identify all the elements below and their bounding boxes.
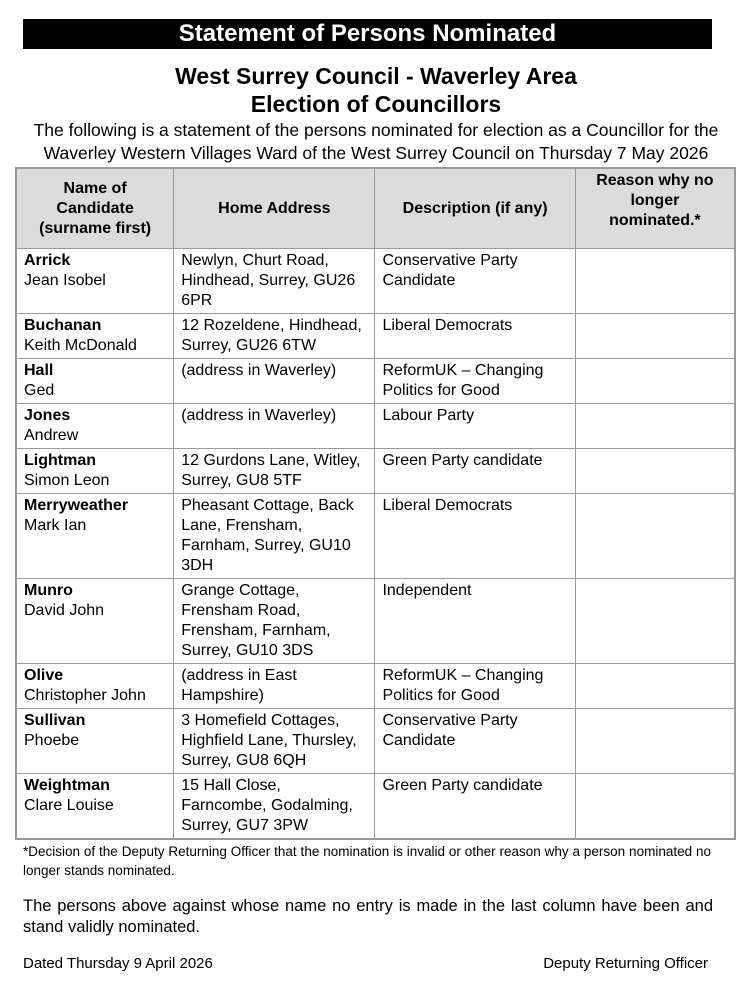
reason (575, 774, 735, 840)
candidate-name (16, 709, 174, 774)
candidate-surname: Jones (24, 407, 71, 424)
banner-title: Statement of Persons Nominated (23, 19, 712, 49)
candidate-surname: Arrick (24, 252, 71, 269)
header-name: Name of Candidate (surname first) (16, 168, 174, 249)
header-description: Description (if any) (375, 168, 575, 249)
header-address: Home Address (174, 168, 375, 249)
candidate-name (16, 664, 174, 709)
table-row (16, 774, 735, 840)
home-address: Grange Cottage, Frensham Road, Frensham, Farnham, Surrey, GU10 3DS (174, 579, 375, 664)
candidate-forenames: Christopher John (24, 687, 146, 704)
candidate-surname: Olive (24, 667, 64, 684)
candidate-name (16, 449, 174, 494)
footnote: *Decision of the Deputy Returning Officer that the nomination is invalid or other reason why a person nominated no longer stands nominated. (23, 844, 711, 878)
table-row (16, 579, 735, 664)
description: Conservative Party Candidate (375, 709, 575, 774)
reason (575, 359, 735, 404)
signatory: Deputy Returning Officer (543, 955, 708, 972)
home-address: 12 Rozeldene, Hindhead, Surrey, GU26 6TW (174, 314, 375, 359)
home-address: (address in East Hampshire) (174, 664, 375, 709)
description: Labour Party (375, 404, 575, 449)
reason (575, 579, 735, 664)
candidate-forenames: Keith McDonald (24, 337, 137, 354)
candidate-surname: Weightman (24, 777, 110, 794)
reason (575, 664, 735, 709)
candidate-forenames: Simon Leon (24, 472, 110, 489)
description: ReformUK – Changing Politics for Good (375, 664, 575, 709)
candidate-surname: Sullivan (24, 712, 86, 729)
candidate-name (16, 359, 174, 404)
candidate-forenames: David John (24, 602, 105, 619)
intro-text: The following is a statement of the persons nominated for election as a Councillor for the Waverley Western Villages Ward of the West Surrey Council on Thursday 7 May 2026 (33, 120, 719, 163)
candidate-surname: Hall (24, 362, 54, 379)
dated-text: Dated Thursday 9 April 2026 (23, 955, 213, 972)
home-address: (address in Waverley) (174, 359, 375, 404)
table-row (16, 494, 735, 579)
council-title: West Surrey Council - Waverley Area (175, 63, 577, 89)
candidate-forenames: Andrew (24, 427, 79, 444)
candidate-name (16, 404, 174, 449)
candidate-surname: Munro (24, 582, 73, 599)
reason (575, 249, 735, 314)
table-row (16, 709, 735, 774)
home-address: Newlyn, Churt Road, Hindhead, Surrey, GU26 6PR (174, 249, 375, 314)
reason (575, 494, 735, 579)
description: Green Party candidate (375, 449, 575, 494)
reason (575, 709, 735, 774)
candidate-forenames: Jean Isobel (24, 272, 106, 289)
description: Conservative Party Candidate (375, 249, 575, 314)
candidate-forenames: Phoebe (24, 732, 80, 749)
description: Independent (375, 579, 575, 664)
home-address: 15 Hall Close, Farncombe, Godalming, Surrey, GU7 3PW (174, 774, 375, 840)
table-row (16, 449, 735, 494)
candidate-surname: Buchanan (24, 317, 102, 334)
home-address: (address in Waverley) (174, 404, 375, 449)
table-row (16, 404, 735, 449)
home-address: Pheasant Cottage, Back Lane, Frensham, Farnham, Surrey, GU10 3DH (174, 494, 375, 579)
description: Liberal Democrats (375, 494, 575, 579)
table-row (16, 359, 735, 404)
candidate-forenames: Mark Ian (24, 517, 87, 534)
election-title: Election of Councillors (250, 91, 502, 117)
description: Green Party candidate (375, 774, 575, 840)
table-row (16, 314, 735, 359)
candidate-name (16, 249, 174, 314)
home-address: 3 Homefield Cottages, Highfield Lane, Thursley, Surrey, GU8 6QH (174, 709, 375, 774)
candidates-table (15, 167, 736, 840)
candidate-surname: Merryweather (24, 497, 129, 514)
table-row (16, 664, 735, 709)
reason (575, 449, 735, 494)
description: Liberal Democrats (375, 314, 575, 359)
reason (575, 314, 735, 359)
candidate-name (16, 579, 174, 664)
candidate-name (16, 494, 174, 579)
candidate-name (16, 314, 174, 359)
validity-statement: The persons above against whose name no entry is made in the last column have been and stand validly nominated. (23, 897, 713, 936)
table-row (16, 249, 735, 314)
candidate-forenames: Ged (24, 382, 55, 399)
candidate-forenames: Clare Louise (24, 797, 114, 814)
signature-row (23, 955, 708, 972)
description: ReformUK – Changing Politics for Good (375, 359, 575, 404)
home-address: 12 Gurdons Lane, Witley, Surrey, GU8 5TF (174, 449, 375, 494)
candidate-surname: Lightman (24, 452, 96, 469)
candidate-name (16, 774, 174, 840)
header-reason: Reason why no longer nominated.* (575, 168, 735, 249)
reason (575, 404, 735, 449)
